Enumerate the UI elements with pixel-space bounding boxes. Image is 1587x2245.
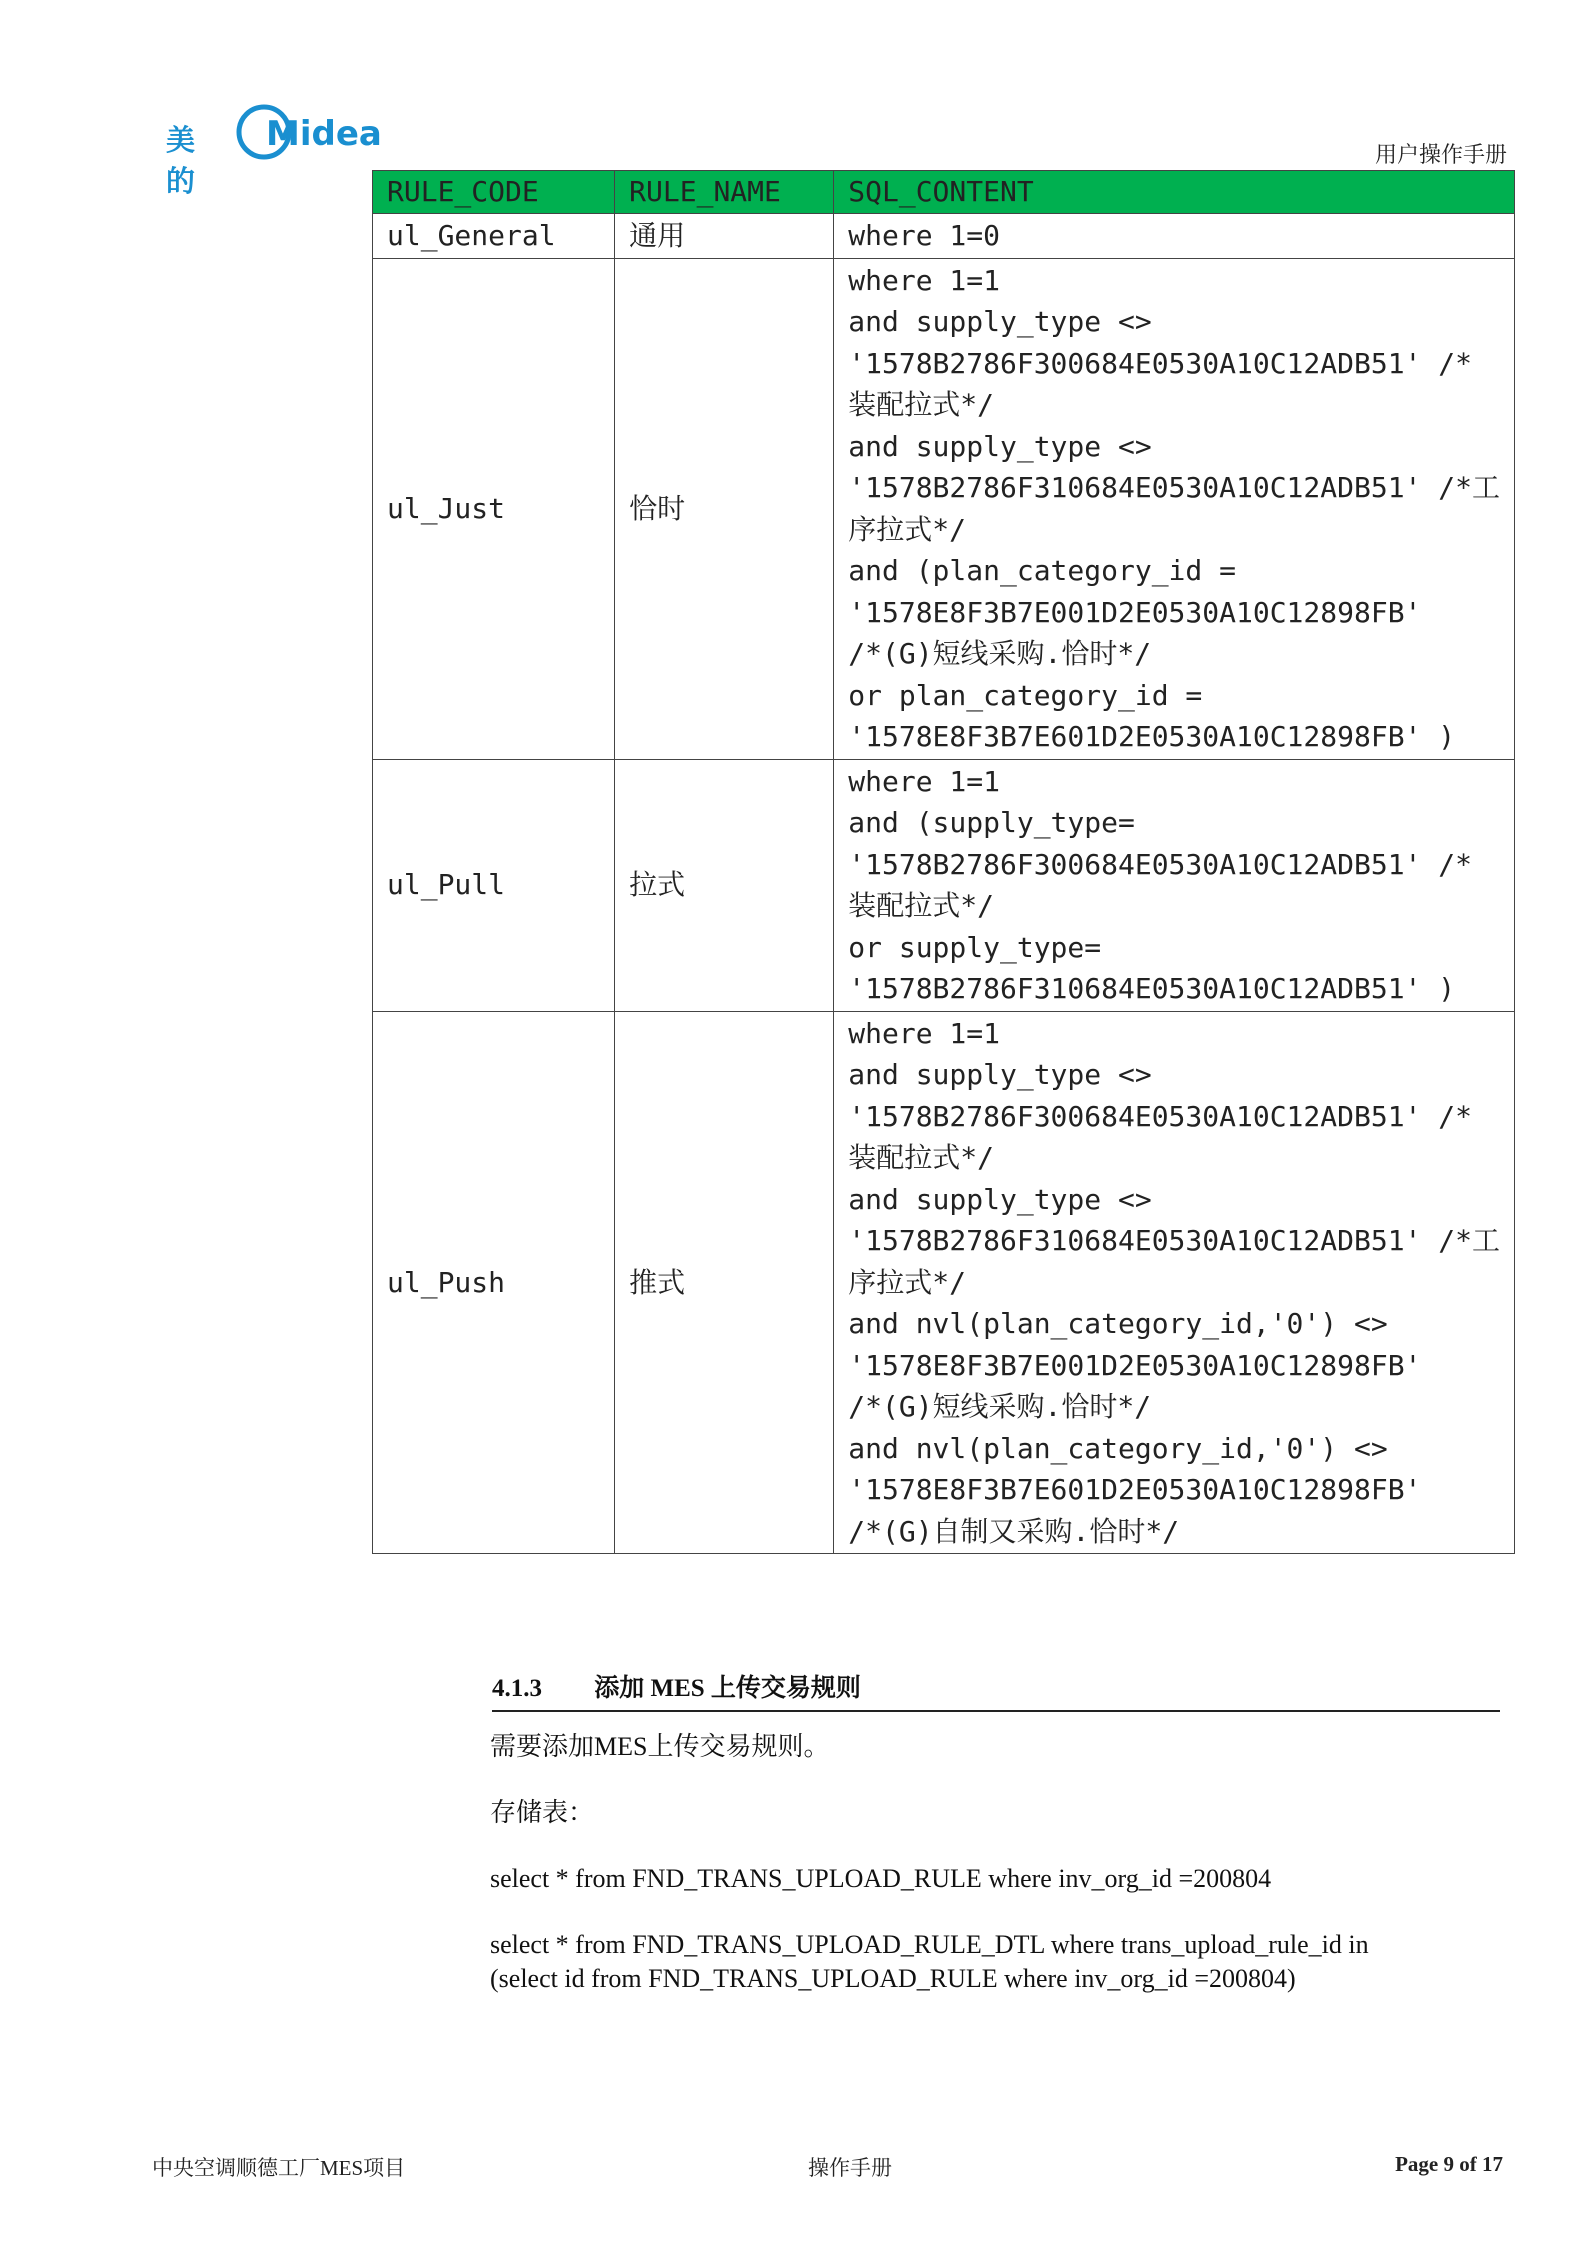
paragraph: 存储表： (490, 1798, 595, 1827)
sql-line: and supply_type <> (848, 1058, 1152, 1091)
header-title: 用户操作手册 (1374, 143, 1507, 168)
section-number: 4.1.3 (492, 1675, 542, 1702)
logo-cn-text: 美的 (166, 123, 197, 198)
sql-line: and supply_type <> (848, 1182, 1152, 1216)
rule-code-cell: ul_General (373, 214, 615, 259)
footer-center: 操作手册 (808, 2156, 892, 2180)
sql-line: 序拉式*/ (848, 1265, 966, 1299)
sql-line: '1578E8F3B7E001D2E0530A10C12898FB' (848, 595, 1422, 629)
sql-line: '1578B2786F300684E0530A10C12ADB51' /* (848, 1099, 1472, 1133)
sql-line: '1578E8F3B7E001D2E0530A10C12898FB' (848, 1348, 1422, 1382)
sql-content-cell (834, 1011, 1515, 1554)
table-row (373, 759, 1515, 1011)
sql-line: '1578B2786F310684E0530A10C12ADB51' /*工 (848, 1224, 1500, 1257)
table-header-row (373, 171, 1515, 214)
rules-table (372, 170, 1515, 1554)
sql-line: and nvl(plan_category_id,'0') <> (848, 1431, 1388, 1465)
rule-name-cell: 恰时 (615, 258, 834, 759)
section-heading (492, 1668, 1500, 1712)
sql-line: /*(G)短线采购.恰时*/ (848, 1390, 1152, 1423)
rule-code-cell: ul_Pull (373, 759, 615, 1011)
sql-line: and supply_type <> (848, 305, 1152, 338)
sql-line: '1578B2786F300684E0530A10C12ADB51' /* (848, 346, 1472, 380)
footer-page-number: Page 9 of 17 (1395, 2152, 1503, 2176)
rule-code-cell: ul_Just (373, 258, 615, 759)
footer-left: 中央空调顺德工厂MES项目 (152, 2156, 406, 2180)
rule-name-cell: 推式 (615, 1011, 834, 1554)
table-row (373, 1011, 1515, 1554)
sql-line: '1578B2786F310684E0530A10C12ADB51' ) (848, 972, 1456, 1005)
section-title: 添加 MES 上传交易规则 (594, 1675, 861, 1702)
sql-line: and (plan_category_id = (848, 554, 1236, 587)
logo-en-text: Midea (266, 114, 382, 154)
sql-line: 序拉式*/ (848, 512, 966, 546)
header-rule-name: RULE_NAME (615, 171, 834, 214)
table-row (373, 258, 1515, 759)
sql-line: where 1=1 (848, 764, 1000, 798)
sql-line: or supply_type= (848, 930, 1102, 964)
rule-name-cell: 通用 (615, 214, 834, 259)
sql-content-cell (834, 214, 1515, 259)
rule-name-cell: 拉式 (615, 759, 834, 1011)
sql-line: or plan_category_id = (848, 678, 1203, 712)
sql-query-paragraph-cont: (select id from FND_TRANS_UPLOAD_RULE where inv_org_id =200804) (490, 1964, 1296, 1993)
sql-line: and nvl(plan_category_id,'0') <> (848, 1307, 1388, 1340)
sql-line: where 1=1 (848, 263, 1000, 297)
sql-line: 装配拉式*/ (848, 388, 994, 421)
sql-line: and (supply_type= (848, 806, 1135, 839)
sql-line: 装配拉式*/ (848, 1141, 994, 1174)
midea-logo-icon (234, 100, 434, 160)
sql-line: where 1=0 (848, 219, 1000, 252)
paragraph: 需要添加MES上传交易规则。 (490, 1732, 830, 1761)
sql-line: and supply_type <> (848, 429, 1152, 463)
sql-line: /*(G)短线采购.恰时*/ (848, 637, 1152, 670)
sql-content-cell (834, 258, 1515, 759)
sql-content-cell (834, 759, 1515, 1011)
sql-line: where 1=1 (848, 1016, 1000, 1050)
sql-query-paragraph: select * from FND_TRANS_UPLOAD_RULE where inv_org_id =200804 (490, 1864, 1272, 1893)
rule-code-cell: ul_Push (373, 1011, 615, 1554)
header-rule-code: RULE_CODE (373, 171, 615, 214)
sql-line: '1578E8F3B7E601D2E0530A10C12898FB' (848, 1473, 1422, 1506)
sql-line: '1578B2786F310684E0530A10C12ADB51' /*工 (848, 471, 1500, 504)
sql-line: '1578B2786F300684E0530A10C12ADB51' /* (848, 847, 1472, 881)
sql-line: 装配拉式*/ (848, 889, 994, 922)
sql-line: /*(G)自制又采购.恰时*/ (848, 1514, 1180, 1548)
sql-line: '1578E8F3B7E601D2E0530A10C12898FB' ) (848, 720, 1456, 753)
sql-query-paragraph: select * from FND_TRANS_UPLOAD_RULE_DTL where trans_upload_rule_id in (490, 1930, 1369, 1959)
header-sql-content: SQL_CONTENT (834, 171, 1515, 214)
table-row (373, 214, 1515, 259)
